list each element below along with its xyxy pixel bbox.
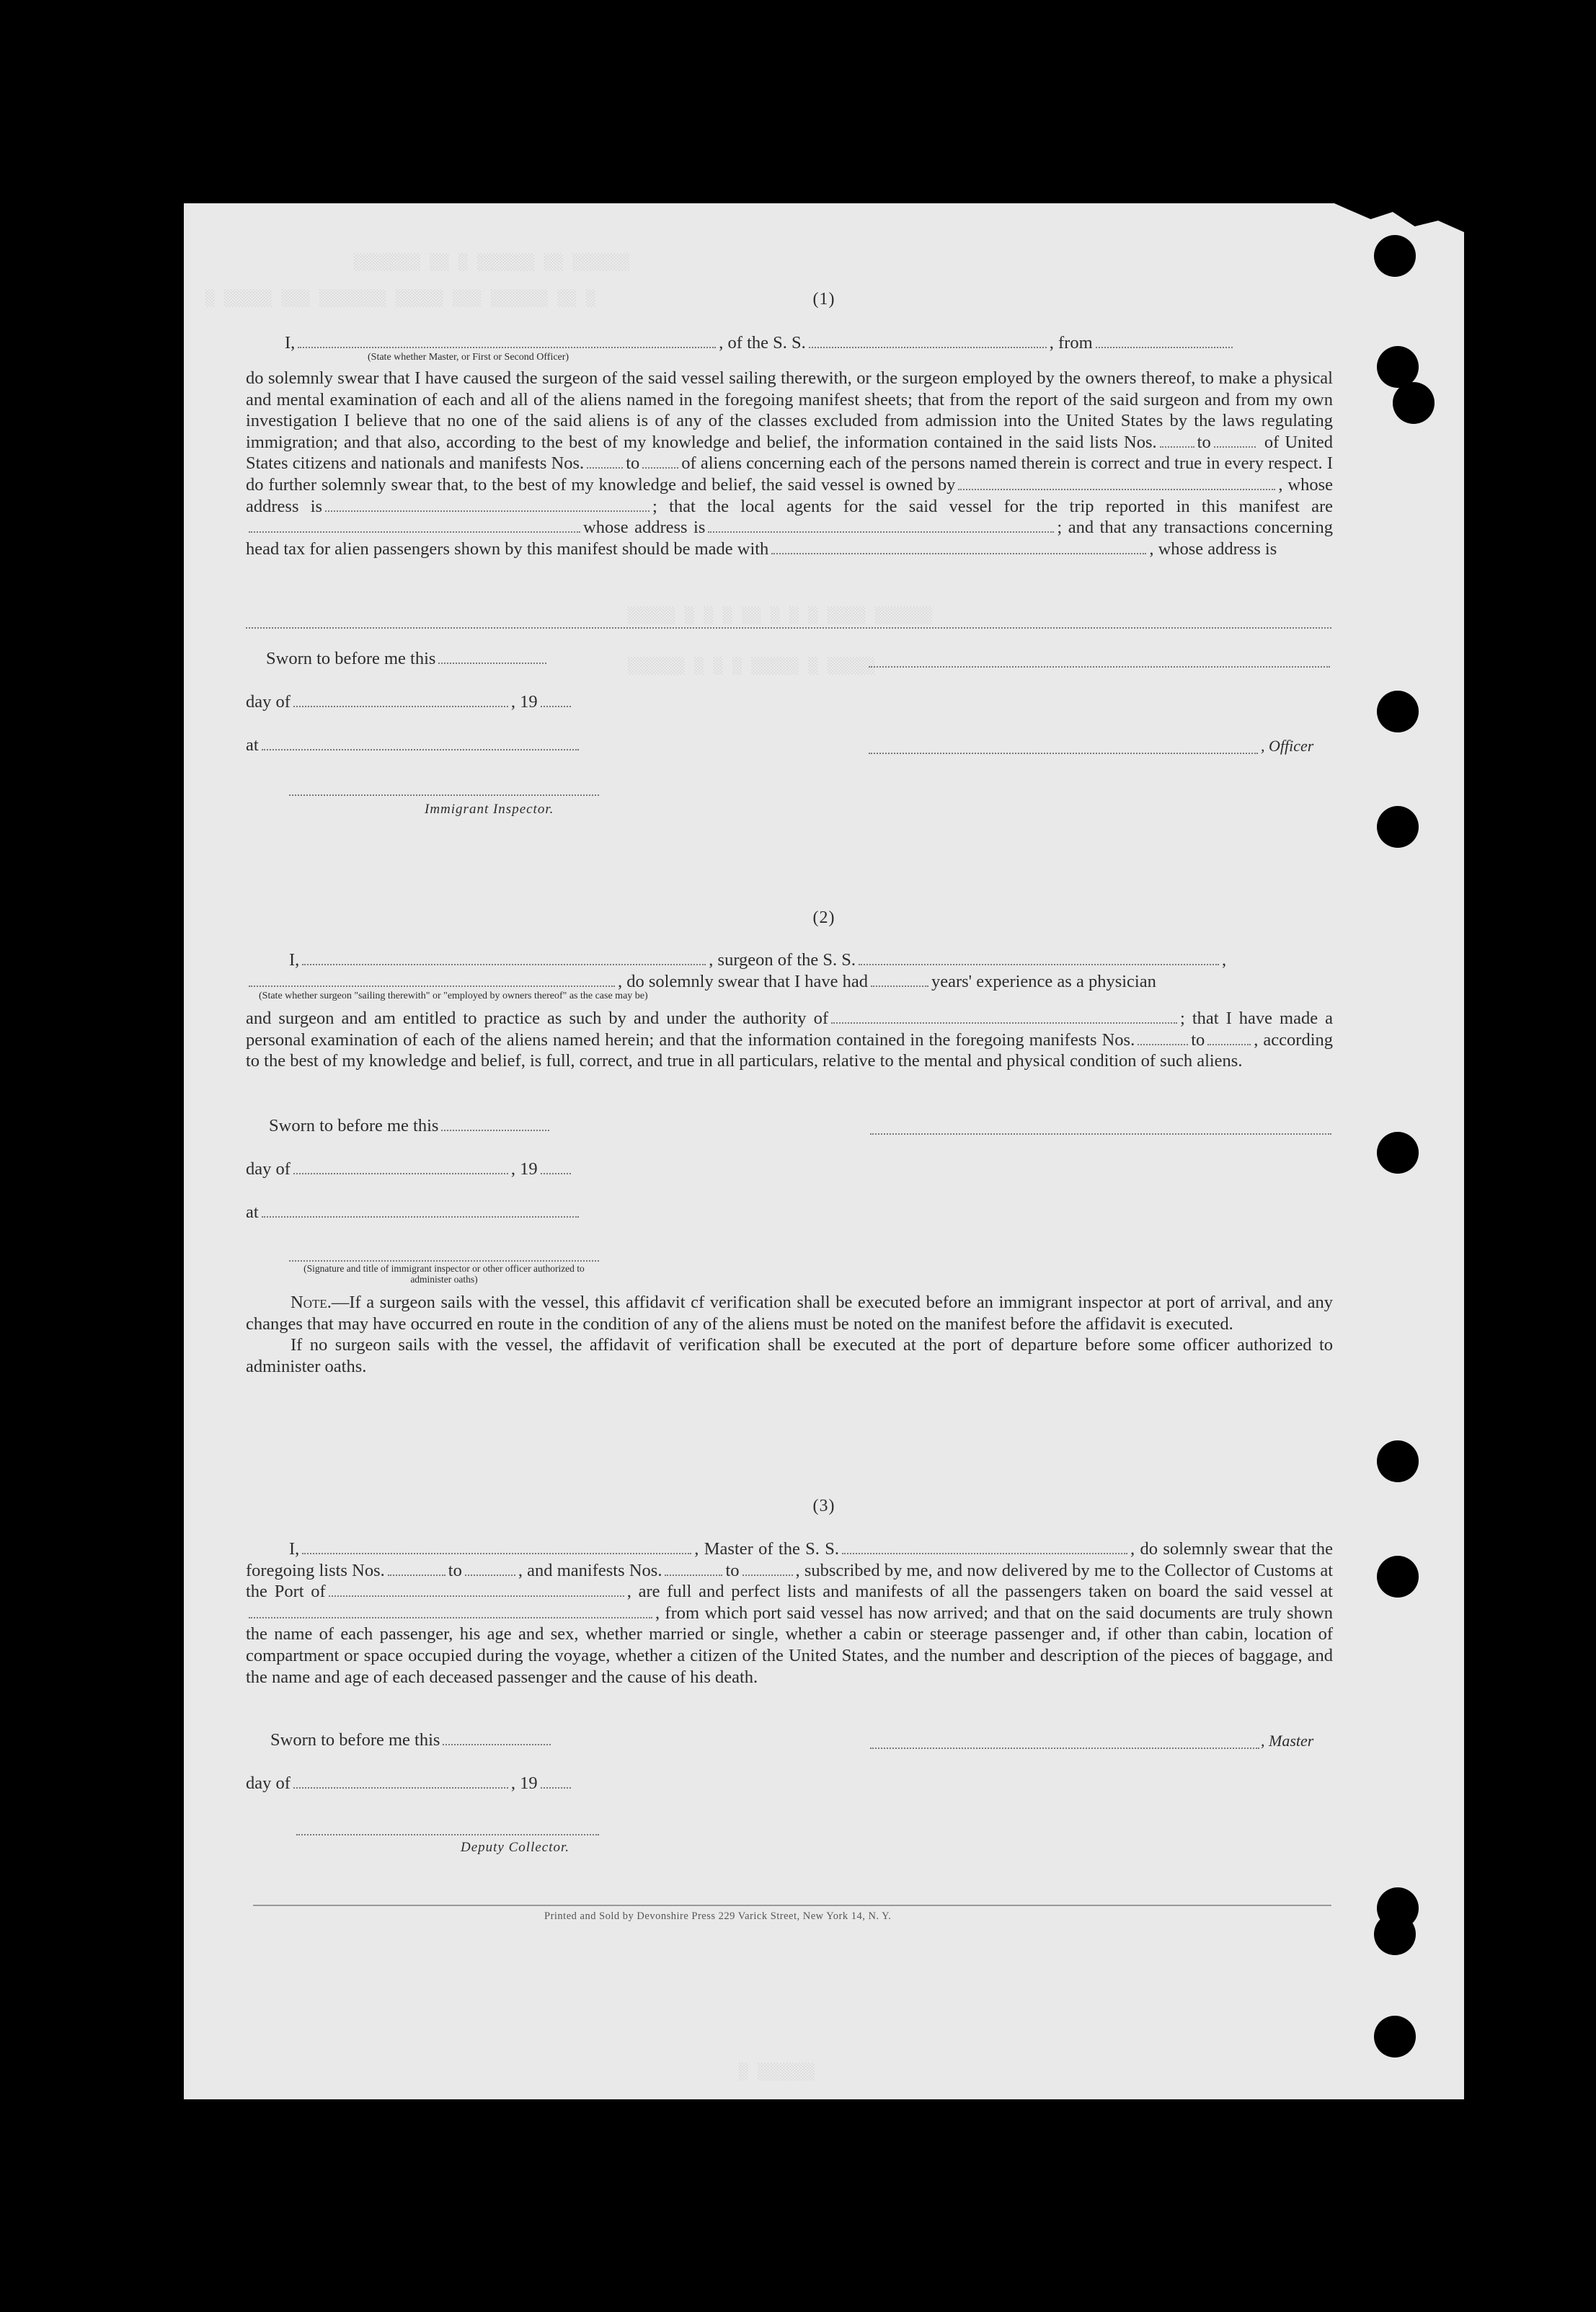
at-line [246,1202,582,1223]
day-of-label: day of [246,692,291,712]
affidavit-text: , are full and perfect lists and manifests of all the passengers taken on board the said vessel at [626,1582,1333,1602]
officer-caption: (State whether Master, or First or Second Officer) [368,352,569,363]
at-blank [262,749,579,750]
affidavit-text: whose address is [583,518,706,538]
inspector-signature-blank [289,794,599,796]
name-blank [298,347,716,348]
surgeon-of-label: , surgeon of the S. S. [709,950,856,970]
punch-hole [1374,1913,1416,1955]
section-2-number: (2) [812,908,835,927]
vessel-blank [809,347,1047,348]
bleed-through-text: ░ ░░░░░░ [739,2063,815,2081]
affidavit-text: and surgeon and am entitled to practice as such by and under the authority of [246,1009,828,1028]
sworn-line [269,1116,552,1136]
swear-label: , do solemnly swear that I have had [618,972,868,991]
note-text: —If a surgeon sails with the vessel, this affidavit cf verification shall be executed before an immigrant inspector at port of arrival, and any changes that may have occurred en route in the condition of any of the aliens must be noted on the manifest before the affidavit is executed. [246,1293,1333,1334]
lists-to-blank [1214,446,1256,448]
affidavit-text: swear that the foregoing lists Nos. [246,1539,1333,1580]
section-1-number: (1) [812,290,835,309]
section-3-number: (3) [812,1497,835,1515]
note-text: If no surgeon sails with the vessel, the affidavit of verification shall be executed at the port of departure before some officer authorized to administer oaths. [246,1335,1333,1376]
i-label: I, [289,1539,300,1559]
sworn-blank [441,1130,549,1131]
sworn-blank [438,663,546,664]
officer-label: , Officer [1261,737,1314,755]
owner-blank [958,489,1275,490]
manifests-to-blank [642,467,678,469]
at-label: at [246,1202,259,1222]
collector-signature-blank [296,1834,599,1835]
port-blank [329,1595,624,1597]
sworn-line [270,1730,554,1750]
surgeon-status-blank [249,986,615,987]
section-2-note [246,1292,1333,1377]
affidavit-text: , subscribed by me, and now delivered by me to the Collector of Customs at the Port of [246,1560,1334,1602]
owner-address-blank [325,510,650,512]
affidavit-text: , from which [655,1603,748,1623]
master-label: , Master [1261,1732,1314,1750]
footer-rule [253,1905,1331,1906]
punch-hole [1377,806,1419,848]
day-blank [293,1787,508,1789]
year-label: , 19 [510,1159,538,1179]
manifests-from-blank [587,467,623,469]
oath-officer-signature-blank [289,1260,599,1262]
affidavit-text: of aliens concerning each of the persons named therein is correct and true in every respect. I do further solemnly swear that, to the best of my knowledge and belief, the said vessel is owned by [246,453,1333,495]
affidavit-text: , Master of the S. S. [694,1539,840,1559]
years-label: years' experience as a physician [931,972,1156,991]
punch-hole [1377,1440,1419,1482]
document-page [184,203,1464,2099]
head-tax-blank [771,553,1146,554]
to-label: to [1197,432,1211,452]
boarding-port-blank [249,1617,652,1618]
sworn-label: Sworn to before me this [270,1730,440,1750]
vessel-blank [859,964,1219,965]
signature-blank [869,666,1330,668]
bleed-through-text: ░░░░░░ ░ ░ ░ ░░░░░ ░ ░░░░░ [628,657,876,676]
bleed-through-text: ░░░░░ ░ ░ ░ ░░ ░ ░ ░ ░░░░ ░░░░░░ [628,607,933,625]
at-label: at [246,735,259,755]
i-label: I, [289,950,300,970]
affidavit-text: ; that I have made a personal examination of each of the aliens named herein; and that the information contained in the foregoing manifests Nos. [246,1009,1333,1050]
affidavit-text: , whose address is [1149,539,1277,559]
punch-hole [1377,691,1419,732]
day-blank [293,1173,508,1174]
surgeon-line: I, , surgeon of the S. S. , [289,950,1227,970]
affidavit-text: do solemnly swear that I have caused the surgeon of the said vessel sailing therewith, or the surgeon employed by the owners thereof, to make a physical and mental examination of each and all of the aliens named in the foregoing manifest sheets; that from the report of the said surgeon and from my own investigation I believe that no one of the said aliens is of any of the classes excluded from admission into the United States by the laws regulating immigration; and that also, according to the best of my knowledge and belief, the information contained in the said lists Nos. [246,368,1333,452]
address-blank [246,627,1331,629]
agents-blank [249,531,580,533]
sworn-label: Sworn to before me this [269,1116,439,1135]
authority-blank [831,1022,1177,1024]
master-line [285,333,1236,353]
punch-hole [1377,1556,1419,1598]
vessel-blank [842,1553,1127,1554]
torn-corner [1334,203,1464,232]
to-label: to [1191,1029,1205,1050]
from-label: , from [1049,333,1093,353]
of-ss-label: , of the S. S. [719,333,806,353]
year-blank [541,1787,571,1789]
surgeon-signature-blank [870,1133,1331,1135]
manifests-from-blank [1138,1044,1188,1045]
lists-from-blank [388,1574,445,1576]
lists-to-blank [465,1574,515,1576]
officer-signature-blank [869,753,1258,754]
affidavit-text: ; that the local agents for the said vessel for the trip reported in this manifest are [652,496,1333,516]
punch-hole [1374,235,1416,277]
day-line [246,1773,574,1794]
year-label: , 19 [510,1773,538,1793]
at-blank [262,1216,579,1218]
lists-from-blank [1160,446,1194,448]
swear-line [246,972,1156,992]
surgeon-name-blank [302,964,706,965]
bleed-through-text: ░ ░░░░░ ░░░ ░░░░░░░ ░░░░░ ░░░ ░░░░░░ ░░ ░ [205,290,596,308]
section-1-affidavit [246,368,1333,559]
affidavit-text: of United States citizens and nationals and manifests Nos. [246,432,1334,474]
collector-label: Deputy Collector. [461,1840,570,1855]
sworn-line [266,649,549,669]
master-signature-blank [870,1748,1259,1749]
year-label: , 19 [510,692,538,712]
inspector-label: Immigrant Inspector. [425,802,554,817]
section-2-affidavit [246,1008,1333,1072]
to-label: to [725,1560,740,1580]
agents-address-blank [708,531,1054,533]
printer-imprint: Printed and Sold by Devonshire Press 229 Varick Street, New York 14, N. Y. [544,1910,892,1922]
affidavit-text: ; and that any transactions concerning head tax for alien passengers shown by this manifest should be made with [246,518,1334,559]
year-blank [541,706,571,707]
affidavit-text: , whose address is [246,474,1333,516]
manifests-to-blank [1207,1044,1251,1045]
affidavit-text: , according to the best of my knowledge and belief, is full, correct, and true in all particulars, relative to the mental and physical condition of such aliens. [246,1029,1333,1071]
at-line [246,735,582,756]
master-name-blank [302,1553,691,1554]
punch-hole [1377,1132,1419,1174]
affidavit-text: port said vessel has now arrived; and that on the said documents are truly shown the name of each passenger, his age and sex, whether married or single, whether a cabin or steerage passenger and, if other than cabin, location of compartment or space occupied during the voyage, whether a citizen of the United States, and the number and description of the pieces of baggage, and the name and age of each deceased passenger and the cause of his death. [246,1603,1334,1687]
affidavit-text: , do solemnly [1130,1539,1228,1559]
section-3-affidavit [246,1538,1333,1688]
surgeon-caption: (State whether surgeon "sailing therewith" or "employed by owners thereof" as the case may be) [259,991,648,1001]
punch-hole [1393,382,1435,424]
day-of-label: day of [246,1159,291,1179]
year-blank [541,1173,571,1174]
manifests-from-blank [665,1574,722,1576]
sworn-blank [443,1744,551,1745]
sworn-label: Sworn to before me this [266,649,436,668]
punch-hole [1374,2016,1416,2058]
bleed-through-text: ░░░░░░░ ░░ ░ ░░░░░░ ░░ ░░░░░░ [354,254,630,272]
years-blank [871,986,928,987]
to-label: to [448,1560,462,1580]
day-of-label: day of [246,1773,291,1793]
i-label: I, [285,333,296,353]
from-blank [1096,347,1233,348]
affidavit-text: , and manifests Nos. [518,1560,662,1580]
day-line [246,1159,574,1179]
note-label: Note. [291,1293,332,1312]
day-line [246,692,574,712]
oath-officer-caption: (Signature and title of immigrant inspector or other officer authorized to administer oaths) [303,1263,585,1285]
manifests-to-blank [742,1574,793,1576]
day-blank [293,706,508,707]
to-label: to [626,453,640,474]
